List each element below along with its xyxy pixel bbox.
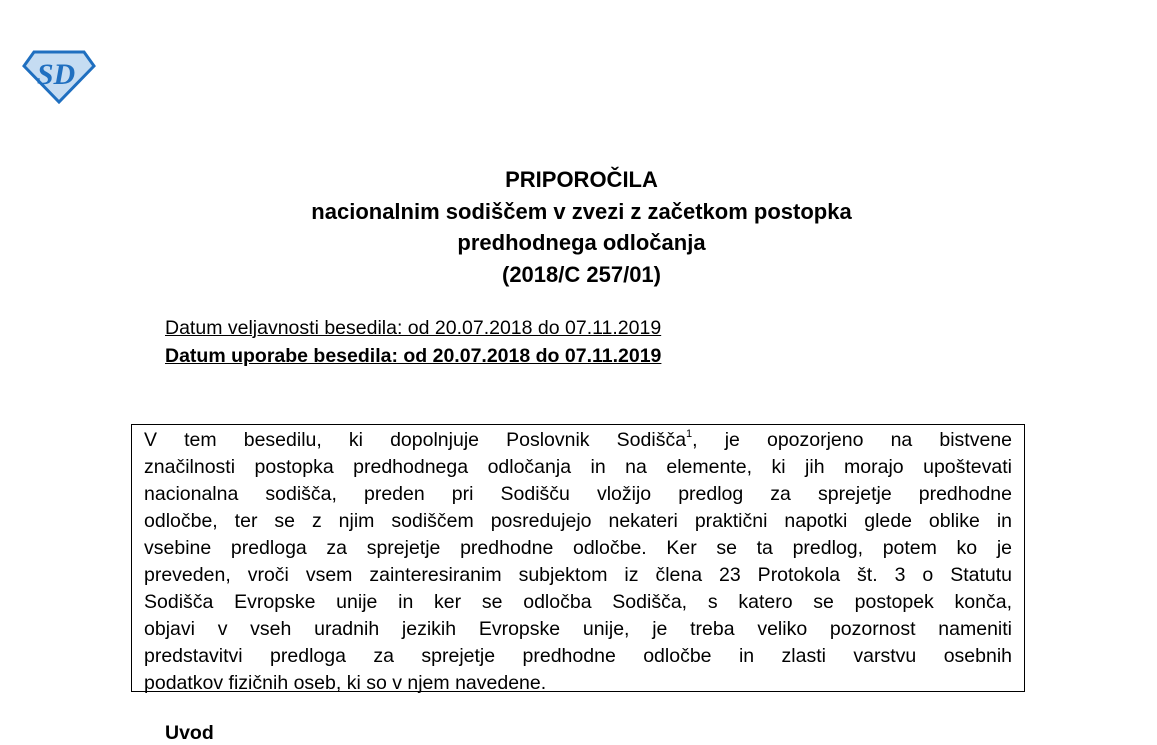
summary-box (131, 424, 1025, 692)
summary-line (144, 427, 1012, 454)
footnote-ref[interactable]: 1 (686, 428, 693, 440)
summary-line: značilnosti postopka predhodnega odločanja in na elemente, ki jih morajo upoštevati (144, 456, 1012, 478)
summary-line: Sodišča Evropske unije in ker se odločba Sodišča, s katero se postopek konča, (144, 591, 1012, 613)
application-date-link[interactable]: Datum uporabe besedila: od 20.07.2018 do 07.11.2019 (165, 345, 662, 367)
summary-line: predstavitvi predloga za sprejetje predhodne odločbe in zlasti varstvu osebnih (144, 645, 1012, 667)
summary-line: preveden, vroči vsem zainteresiranim subjektom iz člena 23 Protokola št. 3 o Statutu (144, 564, 1012, 586)
summary-line: nacionalna sodišča, preden pri Sodišču vložijo predlog za sprejetje predhodne (144, 483, 1012, 505)
summary-line: odločbe, ter se z njim sodiščem posredujejo nekateri praktični napotki glede oblike in (144, 510, 1012, 532)
document-subtitle-2: predhodnega odločanja (457, 230, 706, 255)
summary-line: objavi v vseh uradnih jezikih Evropske unije, je treba veliko pozornost nameniti (144, 618, 1012, 640)
summary-line: podatkov fizičnih oseb, ki so v njem navedene. (144, 672, 547, 694)
document-subtitle-1: nacionalnim sodiščem v zvezi z začetkom postopka (311, 199, 852, 224)
document-title: PRIPOROČILA (505, 167, 658, 192)
section-heading: Uvod (165, 722, 214, 744)
summary-text: V tem besedilu, ki dopolnjuje Poslovnik Sodišča (144, 429, 687, 451)
court-logo-icon (22, 48, 96, 104)
document-reference: (2018/C 257/01) (502, 262, 661, 287)
validity-date-link[interactable]: Datum veljavnosti besedila: od 20.07.2018 do 07.11.2019 (165, 317, 662, 339)
summary-text: , je opozorjeno na bistvene (692, 429, 1013, 451)
summary-line: vsebine predloga za sprejetje predhodne odločbe. Ker se ta predlog, potem ko je (144, 537, 1012, 559)
svg-text:SD: SD (36, 58, 76, 91)
